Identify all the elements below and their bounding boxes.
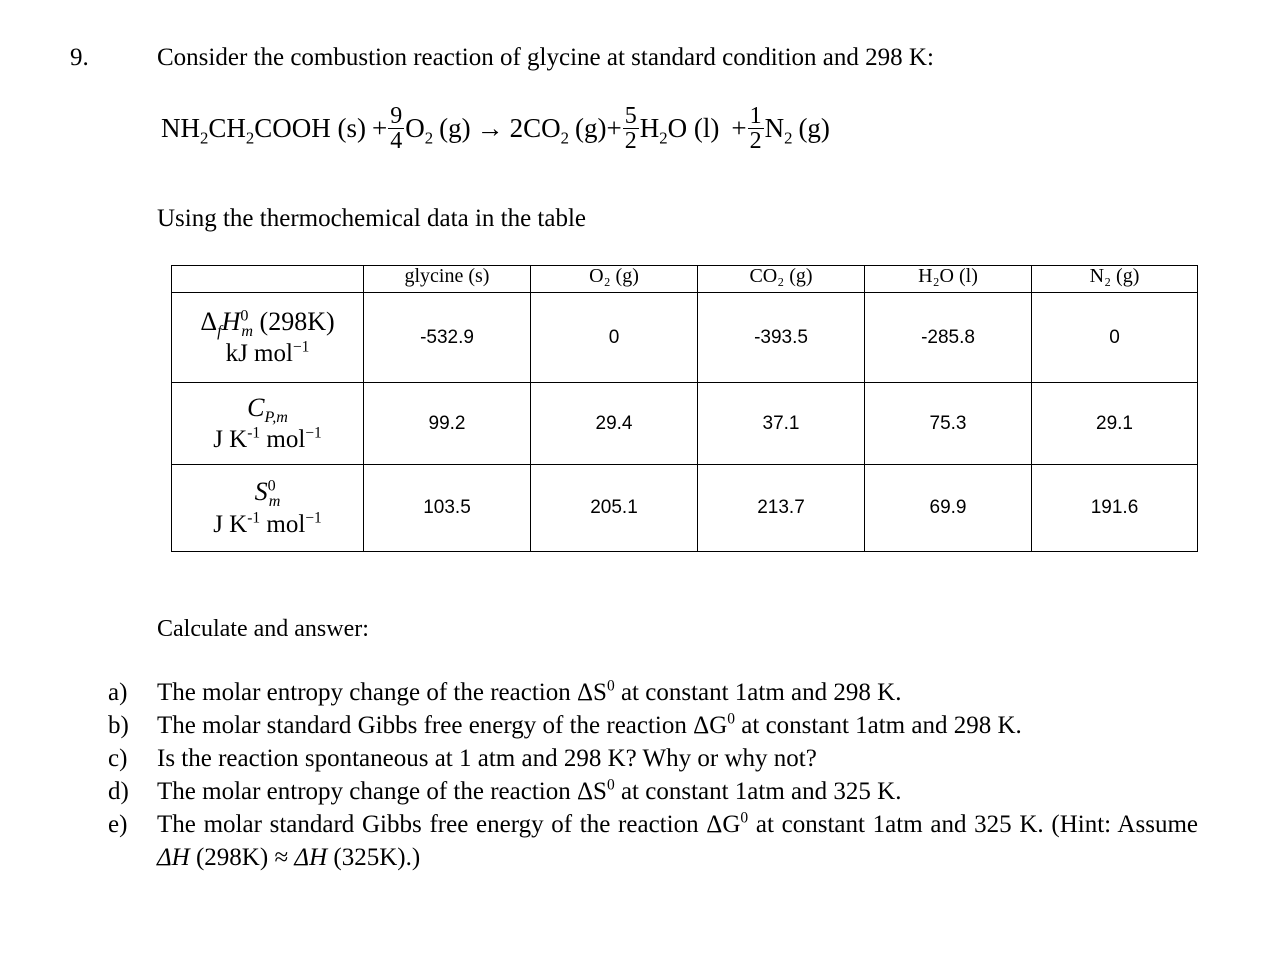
table-cell: 75.3 bbox=[865, 383, 1032, 465]
thermochemical-data-table bbox=[171, 265, 1198, 552]
table-cell: -285.8 bbox=[865, 293, 1032, 383]
table-cell: 103.5 bbox=[364, 465, 531, 552]
plus-sign: + bbox=[731, 113, 747, 143]
n2-coefficient: $\frac{1}{2}$ bbox=[749, 103, 762, 154]
table-cell: 205.1 bbox=[531, 465, 698, 552]
question-part-d: d) The molar entropy change of the reaction $\Delta S^0$ at constant 1atm and 325 K. bbox=[108, 776, 902, 805]
table-row bbox=[172, 465, 1198, 552]
n2-formula: $N_2$ (g) bbox=[764, 113, 830, 148]
column-header: N₂ (g) bbox=[1032, 266, 1198, 293]
calculate-heading: Calculate and answer: bbox=[157, 616, 369, 642]
table-header-row bbox=[172, 266, 1198, 293]
table-cell: 37.1 bbox=[698, 383, 865, 465]
table-cell: 0 bbox=[1032, 293, 1198, 383]
row-label-entropy: $S^0_m$ J $K^{-1}$ mol$^{-1}$ bbox=[172, 465, 364, 552]
question-number: 9. bbox=[70, 44, 89, 71]
reaction-equation bbox=[161, 104, 830, 153]
table-row bbox=[172, 293, 1198, 383]
table-corner-cell bbox=[172, 266, 364, 293]
plus-sign: + bbox=[372, 113, 388, 143]
table-cell: -532.9 bbox=[364, 293, 531, 383]
row-label-heat-capacity: $C_{P,m}$ J $K^{-1}$ mol$^{-1}$ bbox=[172, 383, 364, 465]
plus-sign: + bbox=[606, 113, 622, 143]
reaction-arrow: → bbox=[476, 113, 504, 143]
h2o-coefficient: $\frac{5}{2}$ bbox=[624, 103, 637, 154]
table-cell: 29.4 bbox=[531, 383, 698, 465]
question-part-a: a) The molar entropy change of the reaction $\Delta S^0$ at constant 1atm and 298 K. bbox=[108, 677, 902, 706]
table-cell: 191.6 bbox=[1032, 465, 1198, 552]
column-header: CO₂ (g) bbox=[698, 266, 865, 293]
table-row bbox=[172, 383, 1198, 465]
table-cell: 213.7 bbox=[698, 465, 865, 552]
question-part-c: c) Is the reaction spontaneous at 1 atm and 298 K? Why or why not? bbox=[108, 745, 817, 772]
column-header: O₂ (g) bbox=[531, 266, 698, 293]
table-cell: 69.9 bbox=[865, 465, 1032, 552]
using-data-text: Using the thermochemical data in the table bbox=[157, 205, 587, 232]
question-part-b: b) The molar standard Gibbs free energy of the reaction $\Delta G^0$ at constant 1atm and 298 K. bbox=[108, 710, 1022, 739]
question-parts-list bbox=[108, 676, 1198, 874]
table-cell: 0 bbox=[531, 293, 698, 383]
question-intro: Consider the combustion reaction of glycine at standard condition and 298 K: bbox=[157, 44, 934, 71]
column-header: H₂O (l) bbox=[865, 266, 1032, 293]
o2-formula: $O_2$ (g) bbox=[405, 113, 471, 148]
row-label-enthalpy: $\Delta_fH^0_m$ (298K) kJ mol$^{-1}$ bbox=[172, 293, 364, 383]
table-cell: -393.5 bbox=[698, 293, 865, 383]
question-part-e: e) The molar standard Gibbs free energy of the reaction $\Delta G^0$ at constant 1atm and 325 K. (Hint: Assume ΔH (298K) ≈ ΔH (325K).) bbox=[108, 809, 1198, 871]
co2-formula: $2CO_2$ (g) bbox=[509, 113, 607, 148]
table-cell: 99.2 bbox=[364, 383, 531, 465]
h2o-formula: $H_2O$ (l) bbox=[639, 113, 720, 148]
glycine-formula: $NH_2CH_2COOH$ (s) bbox=[161, 113, 367, 148]
o2-coefficient: $\frac{9}{4}$ bbox=[390, 103, 403, 154]
column-header: glycine (s) bbox=[364, 266, 531, 293]
table-cell: 29.1 bbox=[1032, 383, 1198, 465]
